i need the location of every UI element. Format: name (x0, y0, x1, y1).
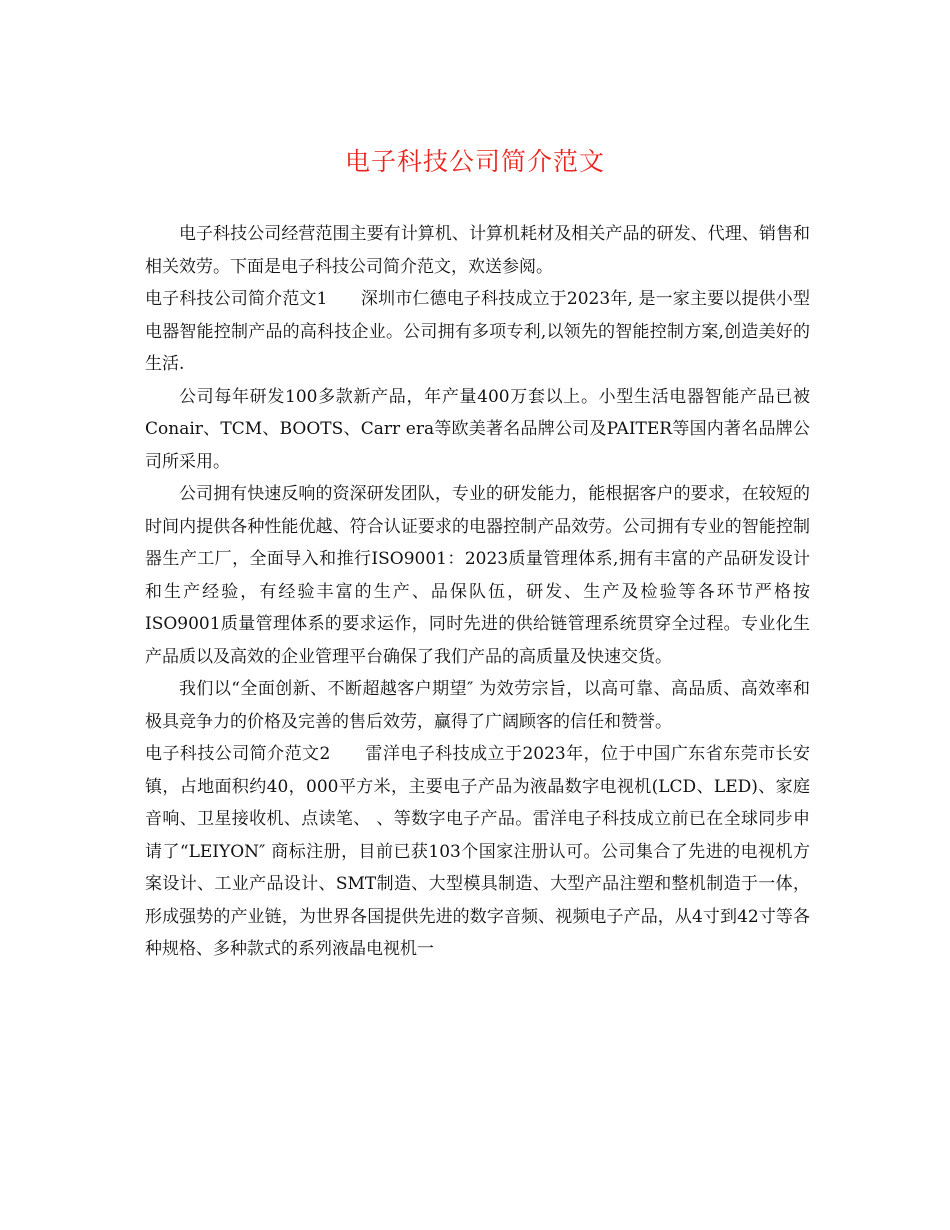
section-1-paragraph-1 (145, 283, 810, 381)
section-1-paragraph-2: 公司每年研发100多款新产品，年产量400万套以上。小型生活电器智能产品已被Conair、TCM、BOOTS、Carr era等欧美著名品牌公司及PAITER等国内著名品牌公司所采用。 (145, 386, 810, 472)
section-1-heading: 电子科技公司简介范文1 (145, 289, 328, 309)
section-2-heading: 电子科技公司简介范文2 (145, 744, 331, 764)
section-1-paragraph-3: 公司拥有快速反响的资深研发团队，专业的研发能力，能根据客户的要求，在较短的时间内提供各种性能优越、符合认证要求的电器控制产品效劳。公司拥有专业的智能控制器生产工厂，全面导入和推行ISO9001：2023质量管理体系,拥有丰富的产品研发设计和生产经验，有经验丰富的生产、品保队伍，研发、生产及检验等各环节严格按ISO9001质量管理体系的要求运作，同时先进的供给链管理系统贯穿全过程。专业化生产品质以及高效的企业管理平台确保了我们产品的高质量及快速交货。 (145, 484, 810, 667)
document-body (145, 218, 810, 966)
intro-paragraph: 电子科技公司经营范围主要有计算机、计算机耗材及相关产品的研发、代理、销售和相关效劳。下面是电子科技公司简介范文，欢送参阅。 (145, 224, 810, 277)
section-1-paragraph-4: 我们以“全面创新、不断超越客户期望″ 为效劳宗旨，以高可靠、高品质、高效率和极具竞争力的价格及完善的售后效劳，赢得了广阔顾客的信任和赞誉。 (145, 679, 810, 732)
section-2-paragraph-1 (145, 738, 810, 966)
section-2-text: 雷洋电子科技成立于2023年，位于中国广东省东莞市长安镇，占地面积约40，000平方米，主要电子产品为液晶数字电视机(LCD、LED)、家庭音响、卫星接收机、点读笔、 、等数字电子产品。雷洋电子科技成立前已在全球同步申请了“LEIYON″ 商标注册，目前已获103个国家注册认可。公司集合了先进的电视机方案设计、工业产品设计、SMT制造、大型模具制造、大型产品注塑和整机制造于一体，形成强势的产业链，为世界各国提供先进的数字音频、视频电子产品，从4寸到42寸等各种规格、多种款式的系列液晶电视机一 (145, 744, 810, 959)
document-title: 电子科技公司简介范文 (344, 147, 605, 176)
section-1-text: 深圳市仁德电子科技成立于2023年, 是一家主要以提供小型电器智能控制产品的高科技企业。公司拥有多项专利,以领先的智能控制方案,创造美好的生活. (145, 289, 810, 374)
